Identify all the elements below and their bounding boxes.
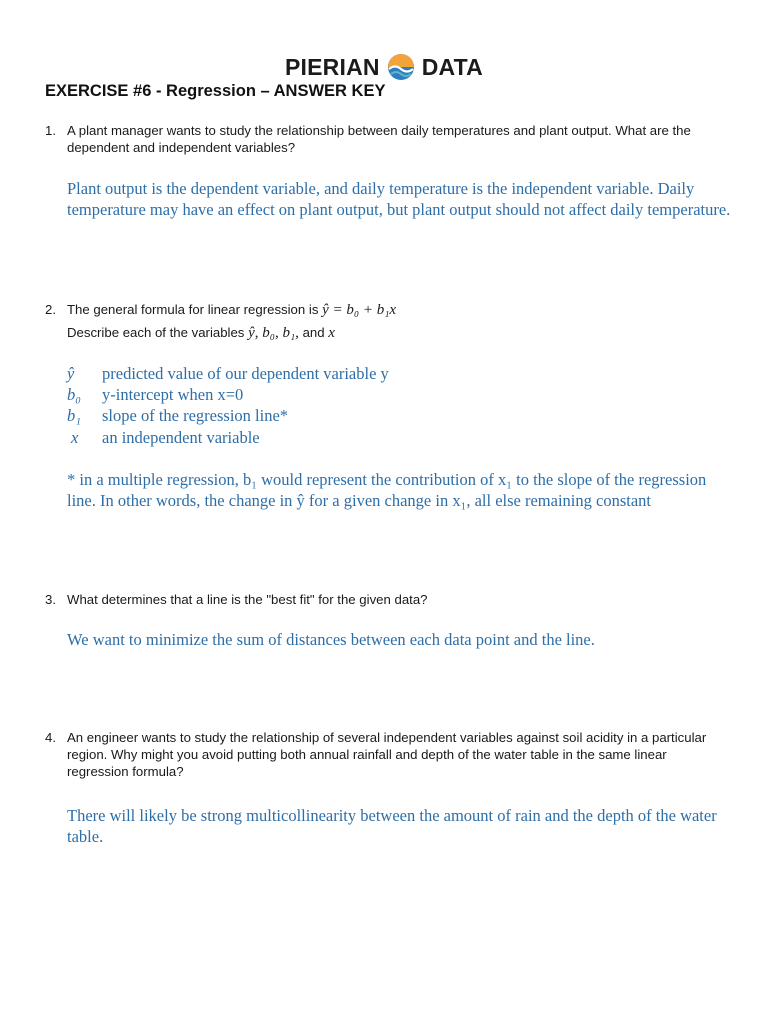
question-number: 2. [45, 302, 56, 317]
variable-symbol: b₁ [67, 406, 81, 425]
question-1 [45, 122, 725, 156]
variable-description: y-intercept when x=0 [102, 385, 244, 404]
question-number: 4. [45, 730, 56, 745]
answer-1: Plant output is the dependent variable, and daily temperature is the independent variable. Daily temperature may have an effect on plant output, but plant output should not affect daily temperature. [67, 179, 731, 219]
variable-description: an independent variable [102, 428, 260, 447]
question-2 [45, 301, 725, 342]
question-text: A plant manager wants to study the relationship between daily temperatures and plant output. What are the dependent and independent variables? [67, 123, 691, 155]
describe-prompt: Describe each of the variables [67, 325, 245, 340]
variable-x: x [328, 325, 335, 341]
question-text: What determines that a line is the "best fit" for the given data? [67, 592, 428, 607]
variable-symbol: ŷ [67, 364, 75, 383]
answer-4: There will likely be strong multicollinearity between the amount of rain and the depth of the water table. [67, 806, 717, 846]
globe-wave-icon [386, 52, 416, 82]
question-3 [45, 591, 725, 608]
regression-formula: ŷ = b₀ + b₁x [322, 302, 397, 318]
variable-symbol: b₀ [67, 385, 81, 404]
question-text-line1 [67, 301, 725, 319]
page-title: EXERCISE #6 - Regression – ANSWER KEY [45, 82, 386, 100]
answer-3: We want to minimize the sum of distances between each data point and the line. [67, 630, 595, 649]
question-4 [45, 729, 725, 780]
variable-description: slope of the regression line* [102, 406, 289, 425]
question-number: 3. [45, 592, 56, 607]
variable-symbol: x [71, 428, 79, 447]
question-text-line2 [67, 324, 725, 342]
question-number: 1. [45, 123, 56, 138]
logo-word-right: DATA [421, 53, 483, 80]
logo-word-left: PIERIAN [285, 53, 380, 80]
formula-intro: The general formula for linear regression is [67, 302, 319, 317]
variable-description: predicted value of our dependent variable y [102, 364, 389, 383]
question-text: An engineer wants to study the relationship of several independent variables against soil acidity in a particular region. Why might you avoid putting both annual rainfall and depth of the water table in the same linear regression formula? [67, 730, 707, 779]
variable-list: ŷ, b₀, b₁, [248, 325, 299, 341]
and-word: and [302, 325, 325, 340]
pierian-data-logo [0, 50, 768, 84]
footnote-multiple-regression: * in a multiple regression, b₁ would represent the contribution of x₁ to the slope of the regression line. In other words, the change in ŷ for a given change in x₁, all else remaining constant [67, 470, 707, 510]
